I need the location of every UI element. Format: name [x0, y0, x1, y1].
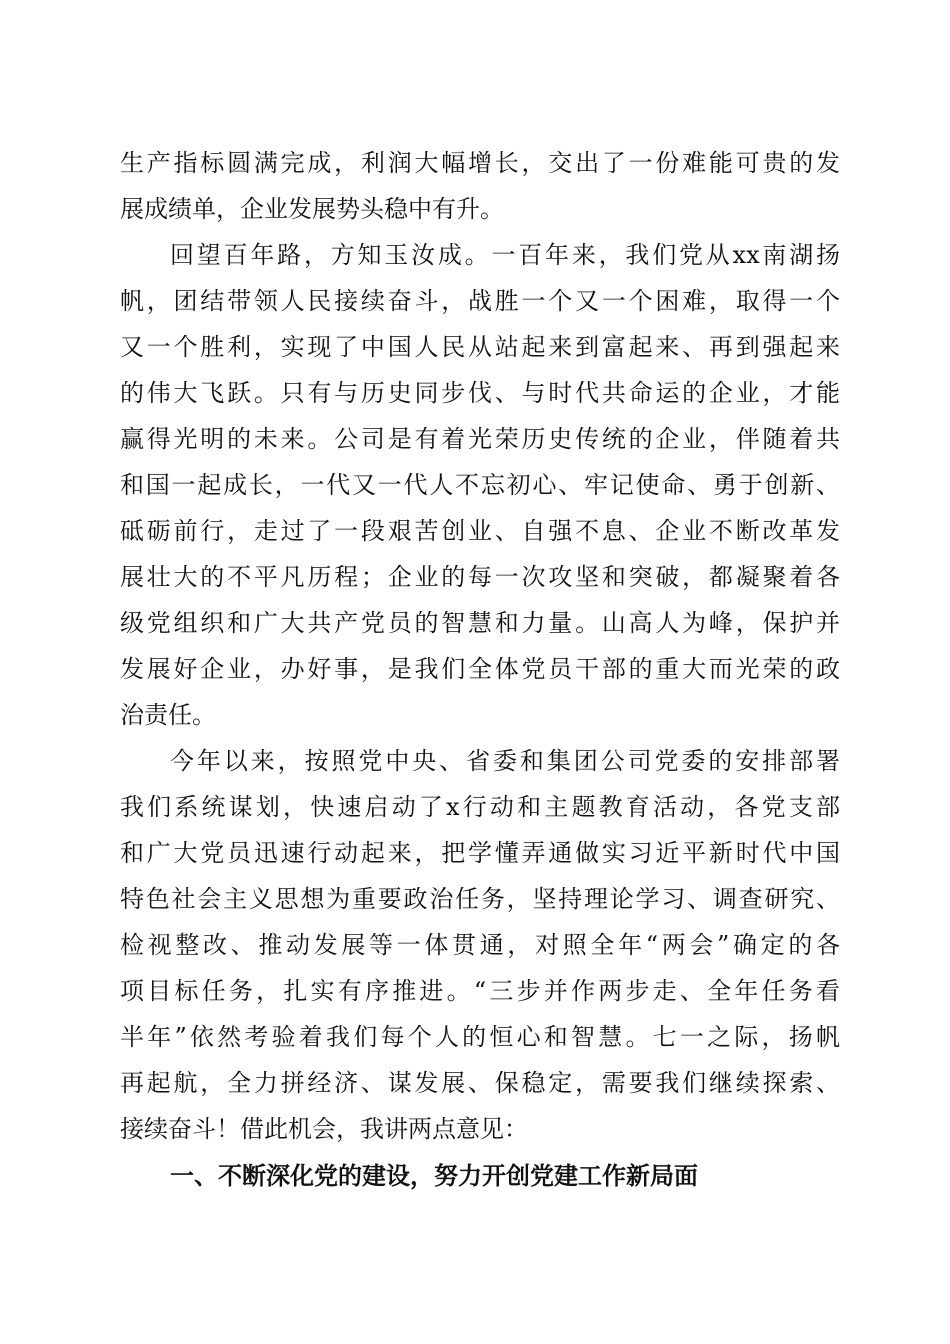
paragraph-line: 和广大党员迅速行动起来，把学懂弄通做实习近平新时代中国 [120, 839, 840, 867]
paragraph-line: 接续奋斗！借此机会，我讲两点意见： [120, 1115, 528, 1143]
paragraph-line: 检视整改、推动发展等一体贯通，对照全年“两会”确定的各 [120, 931, 840, 959]
paragraph-line: 赢得光明的未来。公司是有着光荣历史传统的企业，伴随着共 [120, 425, 840, 453]
paragraph-line: 项目标任务，扎实有序推进。“三步并作两步走、全年任务看 [120, 977, 840, 1005]
paragraph-line: 治责任。 [120, 701, 216, 729]
paragraph-line: 级党组织和广大共产党员的智慧和力量。山高人为峰，保护并 [120, 609, 840, 637]
paragraph-line: 生产指标圆满完成，利润大幅增长，交出了一份难能可贵的发 [120, 149, 840, 177]
paragraph-line: 发展好企业，办好事，是我们全体党员干部的重大而光荣的政 [120, 655, 840, 683]
paragraph-line: 再起航，全力拼经济、谋发展、保稳定，需要我们继续探索、 [120, 1069, 840, 1097]
paragraph-line: 又一个胜利，实现了中国人民从站起来到富起来、再到强起来 [120, 333, 840, 361]
paragraph-line: 和国一起成长，一代又一代人不忘初心、牢记使命、勇于创新、 [120, 471, 840, 499]
paragraph-line: 砥砺前行，走过了一段艰苦创业、自强不息、企业不断改革发 [120, 517, 840, 545]
paragraph-line: 帆，团结带领人民接续奋斗，战胜一个又一个困难，取得一个 [120, 287, 840, 315]
paragraph-line: 我们系统谋划，快速启动了x行动和主题教育活动，各党支部 [120, 793, 840, 821]
paragraph-line: 展成绩单，企业发展势头稳中有升。 [120, 195, 504, 223]
paragraph-line: 今年以来，按照党中央、省委和集团公司党委的安排部署 [170, 747, 840, 775]
paragraph-line: 半年”依然考验着我们每个人的恒心和智慧。七一之际，扬帆 [120, 1023, 840, 1051]
section-heading: 一、不断深化党的建设，努力开创党建工作新局面 [170, 1162, 698, 1190]
paragraph-line: 的伟大飞跃。只有与历史同步伐、与时代共命运的企业，才能 [120, 379, 840, 407]
paragraph-line: 展壮大的不平凡历程；企业的每一次攻坚和突破，都凝聚着各 [120, 563, 840, 591]
paragraph-line: 回望百年路，方知玉汝成。一百年来，我们党从xx南湖扬 [170, 241, 840, 269]
paragraph-line: 特色社会主义思想为重要政治任务，坚持理论学习、调查研究、 [120, 885, 840, 913]
